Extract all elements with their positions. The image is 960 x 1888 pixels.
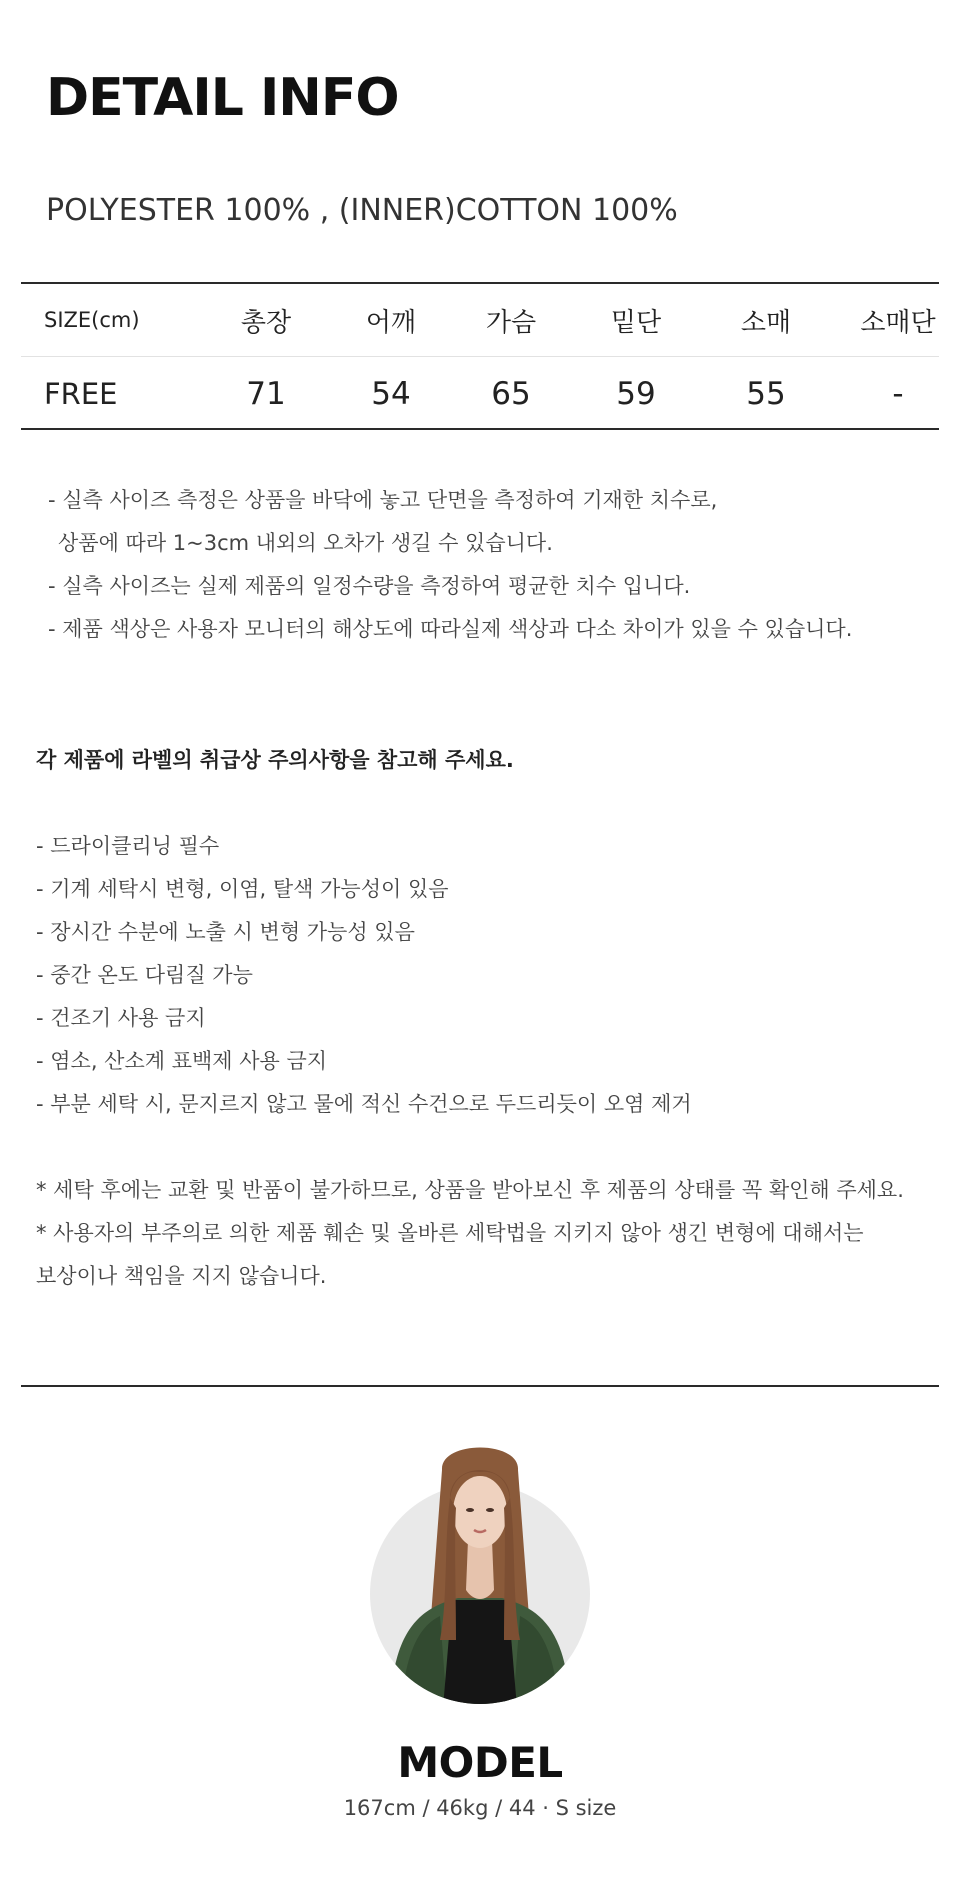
- care-item: - 장시간 수분에 노출 시 변형 가능성 있음: [36, 920, 415, 944]
- care-item: - 건조기 사용 금지: [36, 1006, 206, 1030]
- header-sleeve: 소매: [740, 307, 792, 338]
- header-length: 총장: [240, 307, 292, 338]
- material-composition: POLYESTER 100% , (INNER)COTTON 100%: [46, 193, 678, 228]
- header-chest: 가슴: [485, 307, 537, 338]
- measurement-notes: [48, 482, 928, 654]
- size-table: [21, 282, 939, 430]
- page-title: DETAIL INFO: [46, 68, 399, 128]
- note-line: - 실측 사이즈는 실제 제품의 일정수량을 측정하여 평균한 치수 입니다.: [48, 574, 691, 598]
- header-sleeve-cuff: 소매단: [860, 307, 936, 338]
- care-item: - 기계 세탁시 변형, 이염, 탈색 가능성이 있음: [36, 877, 449, 901]
- model-label: MODEL: [397, 1738, 563, 1787]
- header-size: SIZE(cm): [44, 308, 140, 332]
- cell-chest: 65: [491, 375, 531, 412]
- cell-hem: 59: [616, 375, 656, 412]
- warning-line: * 세탁 후에는 교환 및 반품이 불가하므로, 상품을 받아보신 후 제품의 상태를 꼭 확인해 주세요.: [36, 1178, 904, 1202]
- section-divider: [21, 1385, 939, 1387]
- care-item: - 중간 온도 다림질 가능: [36, 963, 253, 987]
- cell-sleeve-cuff: -: [892, 375, 904, 412]
- note-line: 상품에 따라 1~3cm 내외의 오차가 생길 수 있습니다.: [58, 531, 553, 555]
- warning-line: 보상이나 책임을 지지 않습니다.: [36, 1264, 327, 1288]
- cell-size: FREE: [44, 376, 118, 411]
- note-line: - 제품 색상은 사용자 모니터의 해상도에 따라실제 색상과 다소 차이가 있을 수 있습니다.: [48, 617, 853, 641]
- header-shoulder: 어깨: [365, 307, 417, 338]
- cell-length: 71: [246, 375, 286, 412]
- care-item: - 드라이클리닝 필수: [36, 834, 220, 858]
- warning-line: * 사용자의 부주의로 의한 제품 훼손 및 올바른 세탁법을 지키지 않아 생긴 변형에 대해서는: [36, 1221, 864, 1245]
- care-item: - 부분 세탁 시, 문지르지 않고 물에 적신 수건으로 두드리듯이 오염 제거: [36, 1092, 692, 1116]
- care-title: 각 제품에 라벨의 취급상 주의사항을 참고해 주세요.: [36, 748, 514, 772]
- model-photo: [370, 1430, 590, 1710]
- model-info: 167cm / 46kg / 44 · S size: [343, 1796, 617, 1820]
- header-hem: 밑단: [610, 307, 662, 338]
- care-instructions: [36, 742, 936, 1129]
- note-line: - 실측 사이즈 측정은 상품을 바닥에 놓고 단면을 측정하여 기재한 치수로,: [48, 488, 718, 512]
- washing-warnings: [36, 1172, 936, 1301]
- cell-shoulder: 54: [371, 375, 411, 412]
- care-item: - 염소, 산소계 표백제 사용 금지: [36, 1049, 328, 1073]
- size-table-header-row: [21, 284, 939, 357]
- table-row: [21, 357, 939, 430]
- cell-sleeve: 55: [746, 375, 786, 412]
